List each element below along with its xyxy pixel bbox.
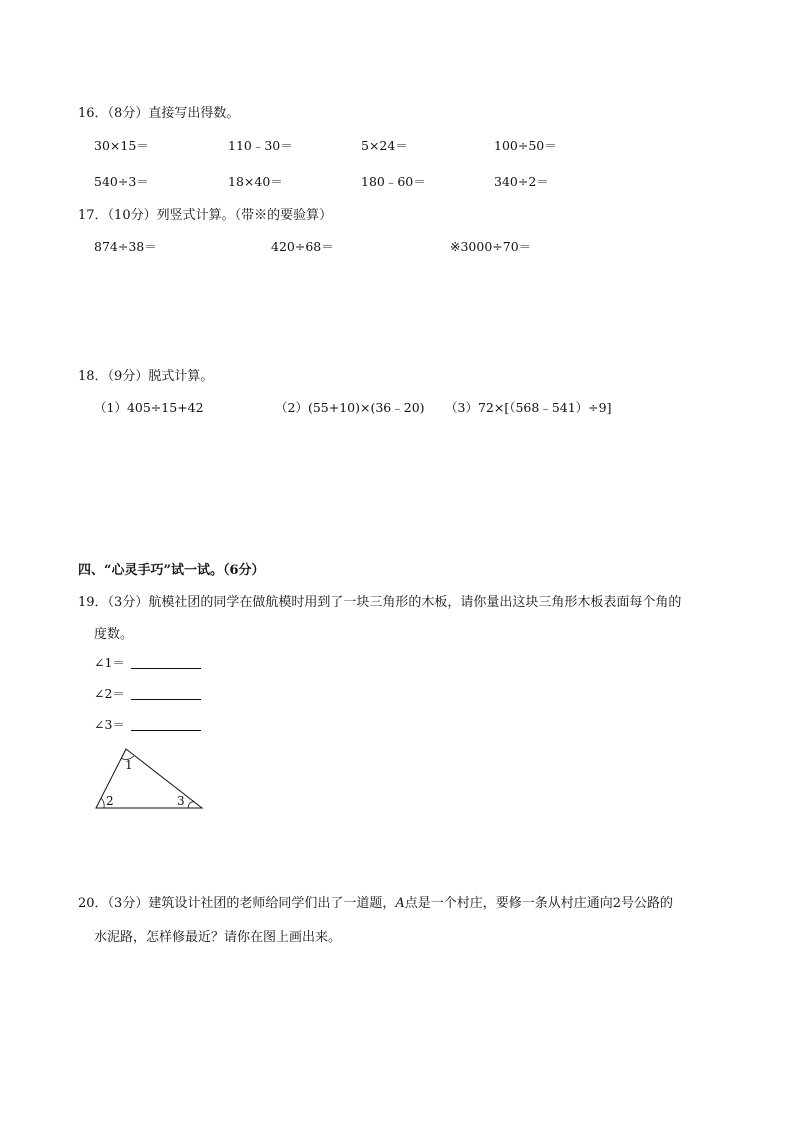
q18-expr-2: （2）(55+10)×(36﹣20): [275, 400, 425, 415]
q16-expr-4: 100÷50＝: [494, 138, 557, 153]
q16-expr-2: 110﹣30＝: [228, 138, 293, 153]
q16-expr-1: 30×15＝: [94, 138, 149, 153]
triangle-label-2: 2: [106, 794, 114, 808]
q16-title: 16．（8分）直接写出得数。: [78, 106, 240, 121]
q20-point-a-label: A: [395, 896, 405, 911]
q20-title-part-b: 点是一个村庄，要修一条从村庄通向2号公路的: [404, 896, 673, 911]
q20-title-line1: [78, 892, 673, 911]
triangle-label-3: 3: [177, 794, 185, 808]
q19-angle-1-row: [94, 653, 201, 671]
q16-expr-8: 340÷2＝: [494, 174, 549, 189]
q17-expr-2: 420÷68＝: [271, 239, 334, 254]
q19-title-line2: 度数。: [94, 627, 134, 642]
q17-expr-1: 874÷38＝: [94, 239, 157, 254]
q19-angle-1-blank[interactable]: [131, 656, 201, 669]
q16-expr-3: 5×24＝: [361, 138, 408, 153]
q17-title: 17．（10分）列竖式计算。（带※的要验算）: [78, 208, 333, 223]
q17-expr-3: ※3000÷70＝: [450, 239, 532, 254]
q19-angle-3-row: [94, 715, 201, 733]
q19-angle-2-label: ∠2＝: [94, 686, 125, 701]
section-4-heading: 四、“心灵手巧”试一试。（6分）: [78, 563, 265, 578]
q18-title: 18．（9分）脱式计算。: [78, 369, 214, 384]
triangle-figure: [90, 744, 210, 814]
q19-angle-3-blank[interactable]: [131, 718, 201, 731]
q19-angle-1-label: ∠1＝: [94, 655, 125, 670]
q16-expr-6: 18×40＝: [228, 174, 283, 189]
angle-3-arc: [188, 802, 194, 808]
q18-expr-1: （1）405÷15+42: [94, 400, 204, 415]
q20-title-line2: 水泥路，怎样修最近？请你在图上画出来。: [94, 930, 342, 945]
triangle-label-1: 1: [125, 758, 133, 772]
angle-2-arc: [101, 798, 104, 808]
q19-angle-3-label: ∠3＝: [94, 717, 125, 732]
q16-expr-5: 540÷3＝: [94, 174, 149, 189]
q20-title-part-a: 20．（3分）建筑设计社团的老师给同学们出了一道题，: [78, 896, 396, 911]
q16-expr-7: 180﹣60＝: [361, 174, 426, 189]
q19-angle-2-row: [94, 684, 201, 702]
q19-angle-2-blank[interactable]: [131, 687, 201, 700]
q19-title-line1: 19．（3分）航模社团的同学在做航模时用到了一块三角形的木板，请你量出这块三角形木板表面每个角的: [78, 595, 682, 610]
q18-expr-3: （3）72×[（568﹣541）÷9]: [445, 400, 612, 415]
